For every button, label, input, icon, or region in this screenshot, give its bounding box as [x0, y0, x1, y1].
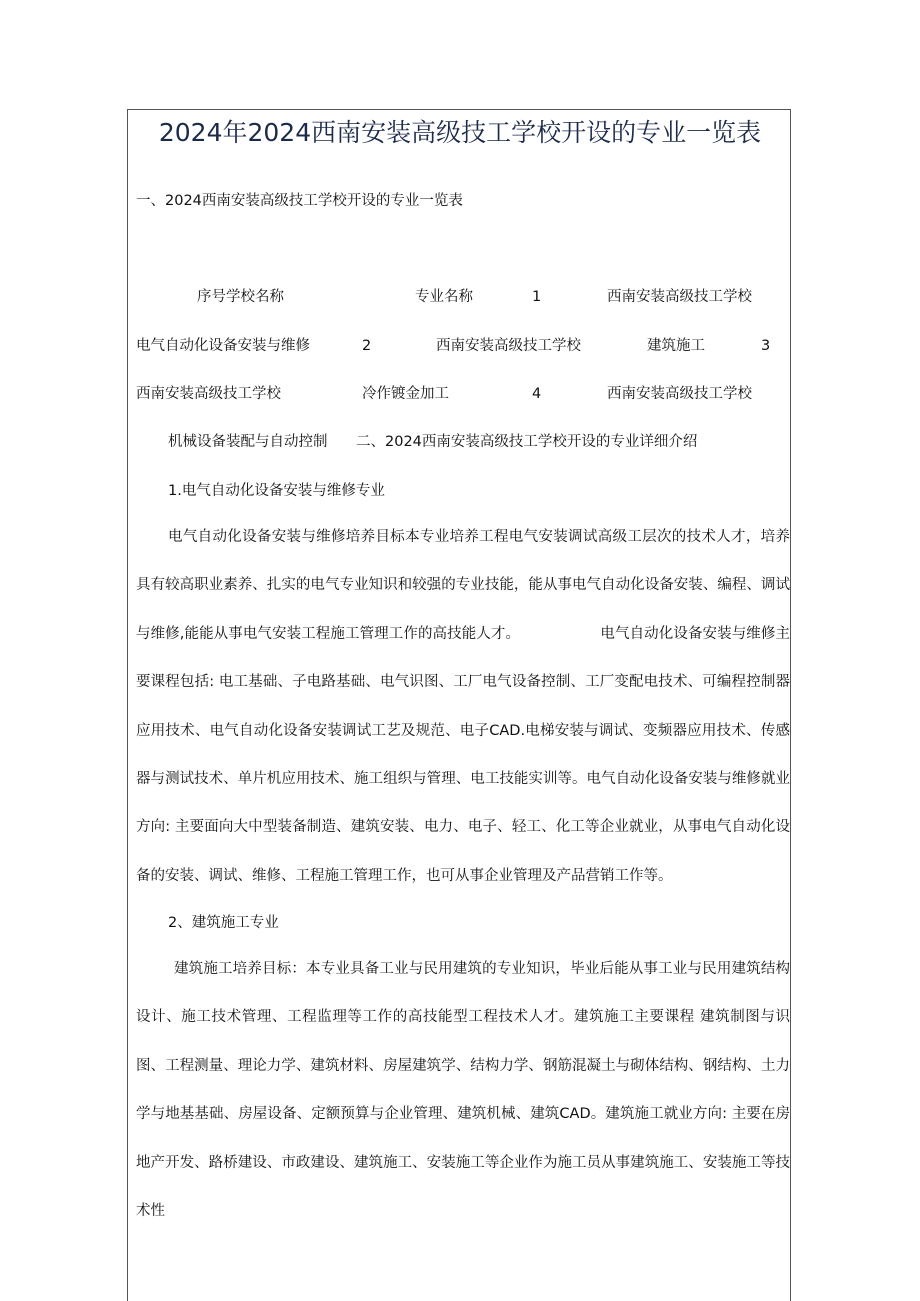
- table-cell-major4: 机械设备装配与自动控制: [168, 434, 328, 450]
- table-cell-major1: 电气自动化设备安装与维修: [136, 338, 310, 354]
- table-header-major: 专业名称: [415, 289, 473, 305]
- section2-heading: 二、2024西南安装高级技工学校开设的专业详细介绍: [356, 434, 698, 450]
- table-cell-school3: 西南安装高级技工学校: [136, 386, 281, 402]
- table-cell-num2: 2: [362, 338, 372, 354]
- subsection2-heading: 2、建筑施工专业: [168, 915, 279, 931]
- document-title: 2024年2024西南安装高级技工学校开设的专业一览表: [158, 118, 762, 147]
- subsection1-paragraph: 电气自动化设备安装与维修培养目标本专业培养工程电气安装调试高级工层次的技术人才，培养具有较高职业素养、扎实的电气专业知识和较强的专业技能，能从事电气自动化设备安装、编程、调试与维修,能能从事电气安装工程施工管理工作的高技能人才。 电气自动化设备安装与维修主要课程包括: 电工基础、子电路基础、电气识图、工厂电气设备控制、工厂变配电技术、可编程控制器应用技术、电气自动化设备安装调试工艺及规范、电子CAD.电梯安装与调试、变频器应用技术、传感器与测试技术、单片机应用技术、施工组织与管理、电工技能实训等。电气自动化设备安装与维修就业方向: 主要面向大中型装备制造、建筑安装、电力、电子、轻工、化工等企业就业，从事电气自动化设备的安装、调试、维修、工程施工管理工作，也可从事企业管理及产品营销工作等。: [136, 529, 790, 884]
- table-cell-num1: 1: [532, 289, 542, 305]
- table-header-seq-school: 序号学校名称: [197, 289, 284, 305]
- table-cell-school2: 西南安装高级技工学校: [436, 338, 581, 354]
- table-cell-school1: 西南安装高级技工学校: [607, 289, 752, 305]
- table-cell-num3: 3: [761, 338, 771, 354]
- table-cell-major3: 冷作镀金加工: [362, 386, 449, 402]
- subsection1-heading: 1.电气自动化设备安装与维修专业: [168, 483, 385, 499]
- table-cell-major2: 建筑施工: [647, 338, 705, 354]
- section1-heading: 一、2024西南安装高级技工学校开设的专业一览表: [136, 193, 463, 209]
- table-cell-school4: 西南安装高级技工学校: [607, 386, 752, 402]
- subsection2-paragraph: 建筑施工培养目标：本专业具备工业与民用建筑的专业知识，毕业后能从事工业与民用建筑结构设计、施工技术管理、工程监理等工作的高技能型工程技术人才。建筑施工主要课程 建筑制图与识图、工程测量、理论力学、建筑材料、房屋建筑学、结构力学、钢筋混凝土与砌体结构、钢结构、土力学与地基基础、房屋设备、定额预算与企业管理、建筑机械、建筑CAD。建筑施工就业方向: 主要在房地产开发、路桥建设、市政建设、建筑施工、安装施工等企业作为施工员从事建筑施工、安装施工等技术性: [136, 961, 790, 1220]
- table-cell-num4: 4: [532, 386, 542, 402]
